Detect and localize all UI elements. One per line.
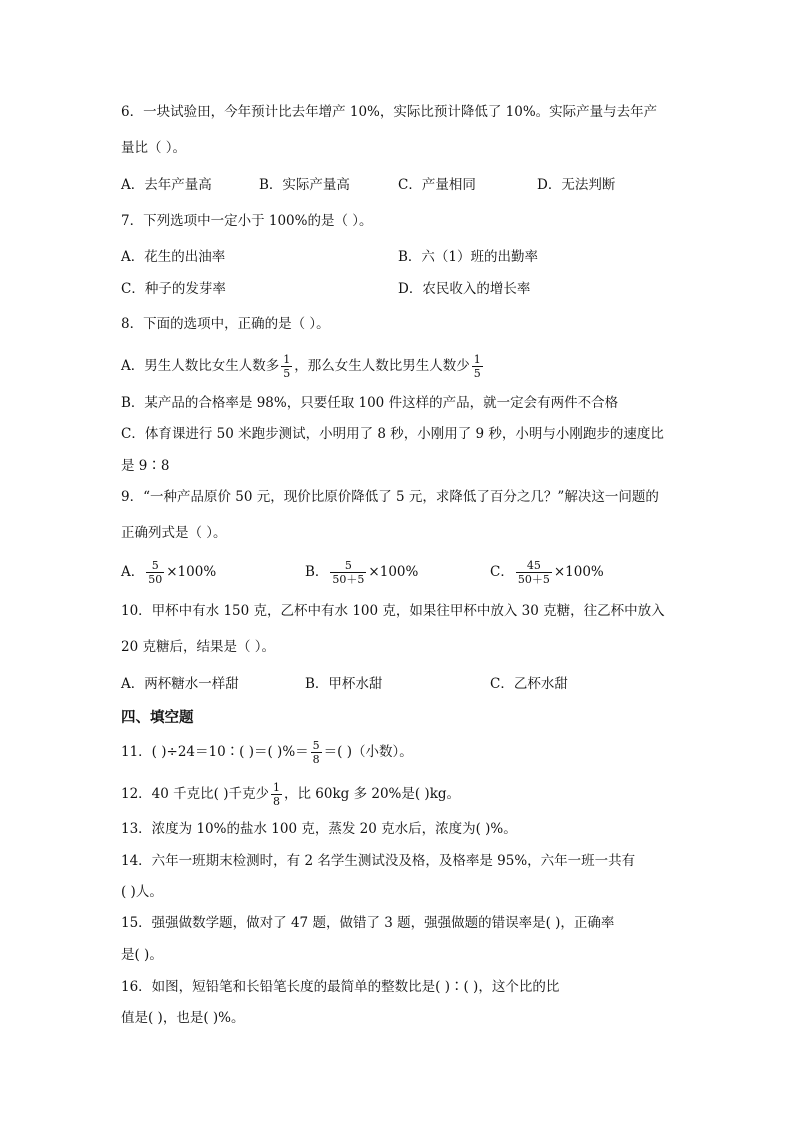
q7-option-b[interactable]: B．六（1）班的出勤率 bbox=[398, 249, 539, 265]
q11 bbox=[121, 738, 413, 766]
q8-option-a-text-2: ，那么女生人数比男生人数少 bbox=[294, 358, 470, 374]
fraction-numerator: 5 bbox=[330, 559, 366, 573]
q8-fraction-1 bbox=[281, 353, 292, 380]
fraction-numerator: 45 bbox=[516, 559, 552, 573]
q10-stem-line2: 20 克糖后，结果是（ ）。 bbox=[121, 639, 276, 655]
q6-option-a[interactable]: A．去年产量高 bbox=[121, 177, 212, 193]
q7-option-d[interactable]: D．农民收入的增长率 bbox=[398, 281, 531, 297]
q8-option-a[interactable] bbox=[121, 352, 485, 380]
q11-text-1: 11．( )÷24＝10∶( )＝( )%＝ bbox=[121, 744, 309, 760]
q10-option-c[interactable]: C．乙杯水甜 bbox=[490, 676, 568, 692]
q9-stem-line2: 正确列式是（ ）。 bbox=[121, 525, 227, 541]
fraction-denominator: 5 bbox=[473, 367, 481, 380]
fraction-denominator: 8 bbox=[272, 795, 280, 808]
q9-option-a-fraction bbox=[146, 559, 164, 586]
fraction-numerator: 5 bbox=[312, 739, 320, 752]
q10-option-a[interactable]: A．两杯糖水一样甜 bbox=[121, 676, 239, 692]
q8-option-b[interactable]: B．某产品的合格率是 98%，只要任取 100 件这样的产品，就一定会有两件不合格 bbox=[121, 395, 619, 411]
fraction-denominator: 5 bbox=[283, 367, 291, 380]
q9-stem-line1: 9．“一种产品原价 50 元，现价比原价降低了 5 元，求降低了百分之几？”解决这一问题的 bbox=[121, 489, 659, 505]
q13: 13．浓度为 10%的盐水 100 克，蒸发 20 克水后，浓度为( )%。 bbox=[121, 821, 517, 837]
q9-option-b-label: B． bbox=[305, 564, 329, 580]
fraction-numerator: 1 bbox=[272, 781, 280, 794]
q12-fraction bbox=[271, 781, 282, 808]
q7-option-a[interactable]: A．花生的出油率 bbox=[121, 249, 226, 265]
q8-stem: 8．下面的选项中，正确的是（ ）。 bbox=[121, 316, 330, 332]
fraction-numerator: 1 bbox=[473, 353, 481, 366]
q10-option-b[interactable]: B．甲杯水甜 bbox=[305, 676, 383, 692]
q12 bbox=[121, 780, 460, 808]
q14-line1: 14．六年一班期末检测时，有 2 名学生测试没及格，及格率是 95%，六年一班一共有 bbox=[121, 853, 636, 869]
fraction-denominator: 50＋5 bbox=[517, 573, 550, 586]
section-heading-fill-in: 四、填空题 bbox=[121, 710, 194, 726]
q9-option-c-label: C． bbox=[490, 564, 514, 580]
q12-text-2: ，比 60kg 多 20%是( )kg。 bbox=[283, 786, 461, 802]
q9-option-c[interactable] bbox=[490, 558, 604, 586]
q15-line1: 15．强强做数学题，做对了 47 题，做错了 3 题，强强做题的错误率是( )，正确率 bbox=[121, 915, 615, 931]
q6-option-d[interactable]: D．无法判断 bbox=[537, 177, 616, 193]
q12-text-1: 12．40 千克比( )千克少 bbox=[121, 786, 269, 802]
q6-option-b[interactable]: B．实际产量高 bbox=[259, 177, 350, 193]
q9-option-b-fraction bbox=[330, 559, 366, 586]
fraction-denominator: 8 bbox=[312, 753, 320, 766]
q6-stem-line1: 6．一块试验田，今年预计比去年增产 10%，实际比预计降低了 10%。实际产量与去年产 bbox=[121, 104, 658, 120]
fraction-numerator: 5 bbox=[146, 559, 164, 573]
q11-fraction bbox=[311, 739, 322, 766]
q9-option-c-fraction bbox=[516, 559, 552, 586]
fraction-numerator: 1 bbox=[283, 353, 291, 366]
q8-option-c-line2: 是 9∶8 bbox=[121, 458, 170, 474]
q9-option-c-suffix: ×100% bbox=[553, 564, 604, 580]
q8-option-c-line1[interactable]: C．体育课进行 50 米跑步测试，小明用了 8 秒，小刚用了 9 秒，小明与小刚跑步的速度比 bbox=[121, 426, 664, 442]
q9-option-b[interactable] bbox=[305, 558, 418, 586]
q8-option-a-text-1: A．男生人数比女生人数多 bbox=[121, 358, 280, 374]
q11-text-2: ＝( )（小数）。 bbox=[323, 744, 413, 760]
fraction-denominator: 50＋5 bbox=[332, 573, 365, 586]
q9-option-a[interactable] bbox=[121, 558, 216, 586]
fraction-denominator: 50 bbox=[148, 573, 163, 586]
q7-option-c[interactable]: C．种子的发芽率 bbox=[121, 281, 226, 297]
q8-fraction-2 bbox=[472, 353, 483, 380]
q14-line2: ( )人。 bbox=[121, 884, 163, 900]
q7-stem: 7．下列选项中一定小于 100%的是（ ）。 bbox=[121, 213, 373, 229]
q9-option-b-suffix: ×100% bbox=[368, 564, 419, 580]
q16-line1: 16．如图，短铅笔和长铅笔长度的最简单的整数比是( )∶( )，这个比的比 bbox=[121, 979, 560, 995]
q15-line2: 是( )。 bbox=[121, 947, 163, 963]
q16-line2: 值是( )，也是( )%。 bbox=[121, 1010, 245, 1026]
q10-stem-line1: 10．甲杯中有水 150 克，乙杯中有水 100 克，如果往甲杯中放入 30 克糖，往乙杯中放入 bbox=[121, 603, 665, 619]
q9-option-a-suffix: ×100% bbox=[166, 564, 217, 580]
q6-option-c[interactable]: C．产量相同 bbox=[398, 177, 476, 193]
q6-stem-line2: 量比（ ）。 bbox=[121, 140, 187, 156]
q9-option-a-label: A． bbox=[121, 564, 145, 580]
